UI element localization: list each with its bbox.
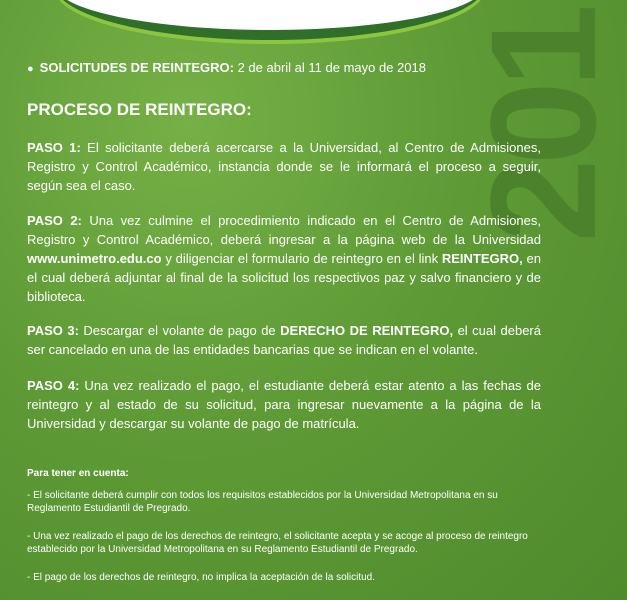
dates-line	[27, 60, 426, 77]
notes-title: Para tener en cuenta:	[27, 468, 129, 479]
paso-3-text-a: Descargar el volante de pago de	[78, 323, 281, 338]
paso-4-label: PASO 4:	[27, 378, 80, 393]
paso-2-text-a: Una vez culmine el procedimiento indicado en el Centro de Admisiones, Registro y Control Académico, deberá ingresar a la página web de la Universidad	[27, 213, 541, 247]
dates-label: SOLICITUDES DE REINTEGRO:	[39, 60, 234, 75]
year-watermark: 201	[459, 10, 627, 243]
paso-3-label: PASO 3:	[27, 323, 79, 338]
paso-3	[27, 321, 541, 359]
paso-4	[27, 376, 541, 433]
paso-3-text-b: el cual deberá ser cancelado en una de las entidades bancarias que se indican en el volante.	[27, 323, 541, 357]
note-item: - El solicitante deberá cumplir con todos los requisitos establecidos por la Universidad Metropolitana en su Reglamento Estudiantil de Pregrado.	[27, 490, 498, 514]
paso-2-text-c: en el cual deberá adjuntar al final de la solicitud los respectivos paz y salvo financiero y de biblioteca.	[27, 251, 541, 304]
paso-1-text: El solicitante deberá acercarse a la Universidad, al Centro de Admisiones, Registro y Control Académico, instancia donde se le informará el proceso a seguir, según sea el caso.	[27, 140, 541, 193]
paso-1	[27, 138, 541, 195]
paso-3-strong: DERECHO DE REINTEGRO,	[280, 323, 454, 338]
paso-2-label: PASO 2:	[27, 213, 82, 228]
note-item: - Una vez realizado el pago de los derechos de reintegro, el solicitante acepta y se acoge al proceso de reintegro establecido por la Universidad Metropolitana en su Reglamento Estudiantil de Pregrado.	[27, 531, 528, 555]
bullet-icon: ●	[27, 63, 34, 75]
university-url-link[interactable]: www.unimetro.edu.co	[27, 251, 162, 266]
reintegro-link[interactable]: REINTEGRO,	[441, 251, 523, 266]
paso-4-text: Una vez realizado el pago, el estudiante deberá estar atento a las fechas de reintegro y al estado de su solicitud, para ingresar nuevamente a la página de la Universidad y descargar su volante de pago de matrícula.	[27, 378, 541, 431]
paso-1-label: PASO 1:	[27, 140, 81, 155]
dates-value: 2 de abril al 11 de mayo de 2018	[233, 60, 426, 75]
header-arc	[55, 0, 485, 40]
page-title: PROCESO DE REINTEGRO:	[27, 100, 252, 119]
note-item: - El pago de los derechos de reintegro, no implica la aceptación de la solicitud.	[27, 572, 375, 583]
paso-2	[27, 211, 541, 306]
paso-2-text-b: y diligenciar el formulario de reintegro en el link	[161, 251, 442, 266]
